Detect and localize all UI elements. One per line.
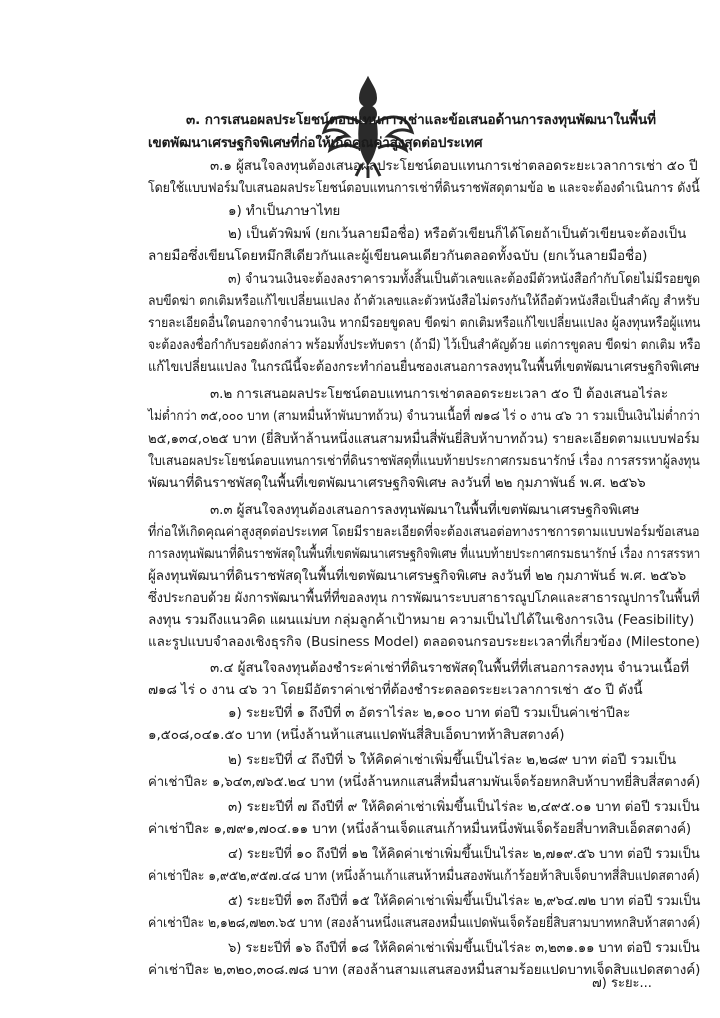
text-line: ใบเสนอผลประโยชน์ตอบแทนการเช่าที่ดินราชพัสดุที่แนบท้ายประกาศกรมธนารักษ์ เรื่อง การสรรหาผู้ลงทุน xyxy=(148,453,700,469)
text-line: และรูปแบบจำลองเชิงธุรกิจ (Business Model) ตลอดจนกรอบระยะเวลาที่เกี่ยวข้อง (Milestone) xyxy=(148,634,700,650)
text-line: ค่าเช่าปีละ ๒,๓๒๐,๓๐๘.๗๘ บาท (สองล้านสามแสนสองหมื่นสามร้อยแปดบาทเจ็ดสิบแปดสตางค์) xyxy=(148,962,701,978)
text-line: ๑,๕๐๘,๐๔๑.๕๐ บาท (หนึ่งล้านห้าแสนแปดพันสี่สิบเอ็ดบาทห้าสิบสตางค์) xyxy=(148,727,565,743)
text-line: ๔) ระยะปีที่ ๑๐ ถึงปีที่ ๑๒ ให้คิดค่าเช่าเพิ่มขึ้นเป็นไร่ละ ๒,๗๑๙.๕๖ บาท ต่อปี รวมเป็น xyxy=(228,846,700,862)
text-line: ๕) ระยะปีที่ ๑๓ ถึงปีที่ ๑๕ ให้คิดค่าเช่าเพิ่มขึ้นเป็นไร่ละ ๒,๙๖๔.๗๒ บาท ต่อปี รวมเป็น xyxy=(228,893,701,909)
text-line: ค่าเช่าปีละ ๑,๖๔๓,๗๖๕.๒๔ บาท (หนึ่งล้านหกแสนสี่หมื่นสามพันเจ็ดร้อยหกสิบห้าบาทยี่สิบสี่สตางค์) xyxy=(148,774,701,790)
text-line: ๒) เป็นตัวพิมพ์ (ยกเว้นลายมือชื่อ) หรือตัวเขียนก็ได้โดยถ้าเป็นตัวเขียนจะต้องเป็น xyxy=(228,226,687,242)
text-line: ลบขีดฆ่า ตกเติมหรือแก้ไขเปลี่ยนแปลง ถ้าตัวเลขและตัวหนังสือไม่ตรงกันให้ถือตัวหนังสือเป็นสำคัญ สำหรับ xyxy=(148,293,700,309)
text-line: ๗๑๘ ไร่ ๐ งาน ๔๖ วา โดยมีอัตราค่าเช่าที่ต้องชำระตลอดระยะเวลาการเช่า ๕๐ ปี ดังนี้ xyxy=(148,682,643,698)
text-line: จะต้องลงชื่อกำกับรอยดังกล่าว พร้อมทั้งประทับตรา (ถ้ามี) ไว้เป็นสำคัญด้วย แต่การขูดลบ ขีดฆ่า ตกเติม หรือ xyxy=(148,337,701,353)
text-line: ไม่ต่ำกว่า ๓๕,๐๐๐ บาท (สามหมื่นห้าพันบาทถ้วน) จำนวนเนื้อที่ ๗๑๘ ไร่ ๐ งาน ๔๖ วา รวมเป็นเงินไม่ต่ำกว่า xyxy=(148,408,700,424)
text-line: ลายมือซึ่งเขียนโดยหมึกสีเดียวกันและผู้เขียนคนเดียวกันตลอดทั้งฉบับ (ยกเว้นลายมือชื่อ) xyxy=(148,248,648,264)
text-line: โดยใช้แบบฟอร์มใบเสนอผลประโยชน์ตอบแทนการเช่าที่ดินราชพัสดุตามข้อ ๒ และจะต้องดำเนินการ ดังนี้ xyxy=(148,180,700,196)
text-line: ๓. การเสนอผลประโยชน์ตอบแทนการเช่าและข้อเสนอด้านการลงทุนพัฒนาในพื้นที่ xyxy=(186,112,656,128)
text-line: ที่ก่อให้เกิดคุณค่าสูงสุดต่อประเทศ โดยมีรายละเอียดที่จะต้องเสนอต่อทางราชการตามแบบฟอร์มข้อเสนอ xyxy=(148,524,700,540)
text-line: ๓.๔ ผู้สนใจลงทุนต้องชำระค่าเช่าที่ดินราชพัสดุในพื้นที่ที่เสนอการลงทุน จำนวนเนื้อที่ xyxy=(210,660,690,676)
text-line: ๓) ระยะปีที่ ๗ ถึงปีที่ ๙ ให้คิดค่าเช่าเพิ่มขึ้นเป็นไร่ละ ๒,๔๙๕.๐๑ บาท ต่อปี รวมเป็น xyxy=(228,799,700,815)
text-line: ๑) ทำเป็นภาษาไทย xyxy=(228,203,341,219)
text-line: ค่าเช่าปีละ ๒,๑๒๘,๗๒๓.๖๕ บาท (สองล้านหนึ่งแสนสองหมื่นแปดพันเจ็ดร้อยยี่สิบสามบาทหกสิบห้าสตางค์) xyxy=(148,915,701,931)
text-line: แก้ไขเปลี่ยนแปลง ในกรณีนี้จะต้องกระทำก่อนยื่นซองเสนอการลงทุนในพื้นที่เขตพัฒนาเศรษฐกิจพิเศษ xyxy=(148,359,700,375)
text-line: ลงทุน รวมถึงแนวคิด แผนแม่บท กลุ่มลูกค้าเป้าหมาย ความเป็นไปได้ในเชิงการเงิน (Feasibility) xyxy=(148,612,695,628)
text-line: ค่าเช่าปีละ ๑,๙๕๒,๙๕๗.๔๘ บาท (หนึ่งล้านเก้าแสนห้าหมื่นสองพันเก้าร้อยห้าสิบเจ็ดบาทสี่สิบแปดสตางค์) xyxy=(148,868,700,884)
text-line: ๓.๒ การเสนอผลประโยชน์ตอบแทนการเช่าตลอดระยะเวลา ๕๐ ปี ต้องเสนอไร่ละ xyxy=(210,386,668,402)
text-line: การลงทุนพัฒนาที่ดินราชพัสดุในพื้นที่เขตพัฒนาเศรษฐกิจพิเศษ ที่แนบท้ายประกาศกรมธนารักษ์ เรื่อง การสรรหา xyxy=(148,546,701,562)
text-line: ๓) จำนวนเงินจะต้องลงราคารวมทั้งสิ้นเป็นตัวเลขและต้องมีตัวหนังสือกำกับโดยไม่มีรอยขูด xyxy=(228,271,701,287)
text-line: ๒) ระยะปีที่ ๔ ถึงปีที่ ๖ ให้คิดค่าเช่าเพิ่มขึ้นเป็นไร่ละ ๒,๒๘๙ บาท ต่อปี รวมเป็น xyxy=(228,752,676,768)
text-line: ๑) ระยะปีที่ ๑ ถึงปีที่ ๓ อัตราไร่ละ ๒,๑๐๐ บาท ต่อปี รวมเป็นค่าเช่าปีละ xyxy=(228,705,631,721)
page-continuation: ๗) ระยะ... xyxy=(592,976,652,991)
text-line: พัฒนาที่ดินราชพัสดุในพื้นที่เขตพัฒนาเศรษฐกิจพิเศษ ลงวันที่ ๒๒ กุมภาพันธ์ พ.ศ. ๒๕๖๖ xyxy=(148,475,646,491)
text-line: เขตพัฒนาเศรษฐกิจพิเศษที่ก่อให้เกิดคุณค่าสูงสุดต่อประเทศ xyxy=(148,135,483,151)
text-line: ๖) ระยะปีที่ ๑๖ ถึงปีที่ ๑๘ ให้คิดค่าเช่าเพิ่มขึ้นเป็นไร่ละ ๓,๒๓๑.๑๑ บาท ต่อปี รวมเป็น xyxy=(228,940,700,956)
text-line: ๓.๓ ผู้สนใจลงทุนต้องเสนอการลงทุนพัฒนาในพื้นที่เขตพัฒนาเศรษฐกิจพิเศษ xyxy=(210,502,640,518)
text-line: รายละเอียดอื่นใดนอกจากจำนวนเงิน หากมีรอยขูดลบ ขีดฆ่า ตกเติมหรือแก้ไขเปลี่ยนแปลง ผู้ลงทุนหรือผู้แทน xyxy=(148,315,701,331)
text-line: ๒๕,๑๓๔,๐๒๕ บาท (ยี่สิบห้าล้านหนึ่งแสนสามหมื่นสี่พันยี่สิบห้าบาทถ้วน) รายละเอียดตามแบบฟอร์ม xyxy=(148,431,700,447)
text-line: ซึ่งประกอบด้วย ผังการพัฒนาพื้นที่ที่ขอลงทุน การพัฒนาระบบสาธารณูปโภคและสาธารณูปการในพื้นที่ xyxy=(148,590,700,606)
text-line: ๓.๑ ผู้สนใจลงทุนต้องเสนอผลประโยชน์ตอบแทนการเช่าตลอดระยะเวลาการเช่า ๕๐ ปี xyxy=(210,158,698,174)
text-line: ค่าเช่าปีละ ๑,๗๙๑,๗๐๔.๑๑ บาท (หนึ่งล้านเจ็ดแสนเก้าหมื่นหนึ่งพันเจ็ดร้อยสี่บาทสิบเอ็ดสตางค์) xyxy=(148,821,692,837)
text-line: ผู้ลงทุนพัฒนาที่ดินราชพัสดุในพื้นที่เขตพัฒนาเศรษฐกิจพิเศษ ลงวันที่ ๒๒ กุมภาพันธ์ พ.ศ. ๒๕๖๖ xyxy=(148,568,687,584)
